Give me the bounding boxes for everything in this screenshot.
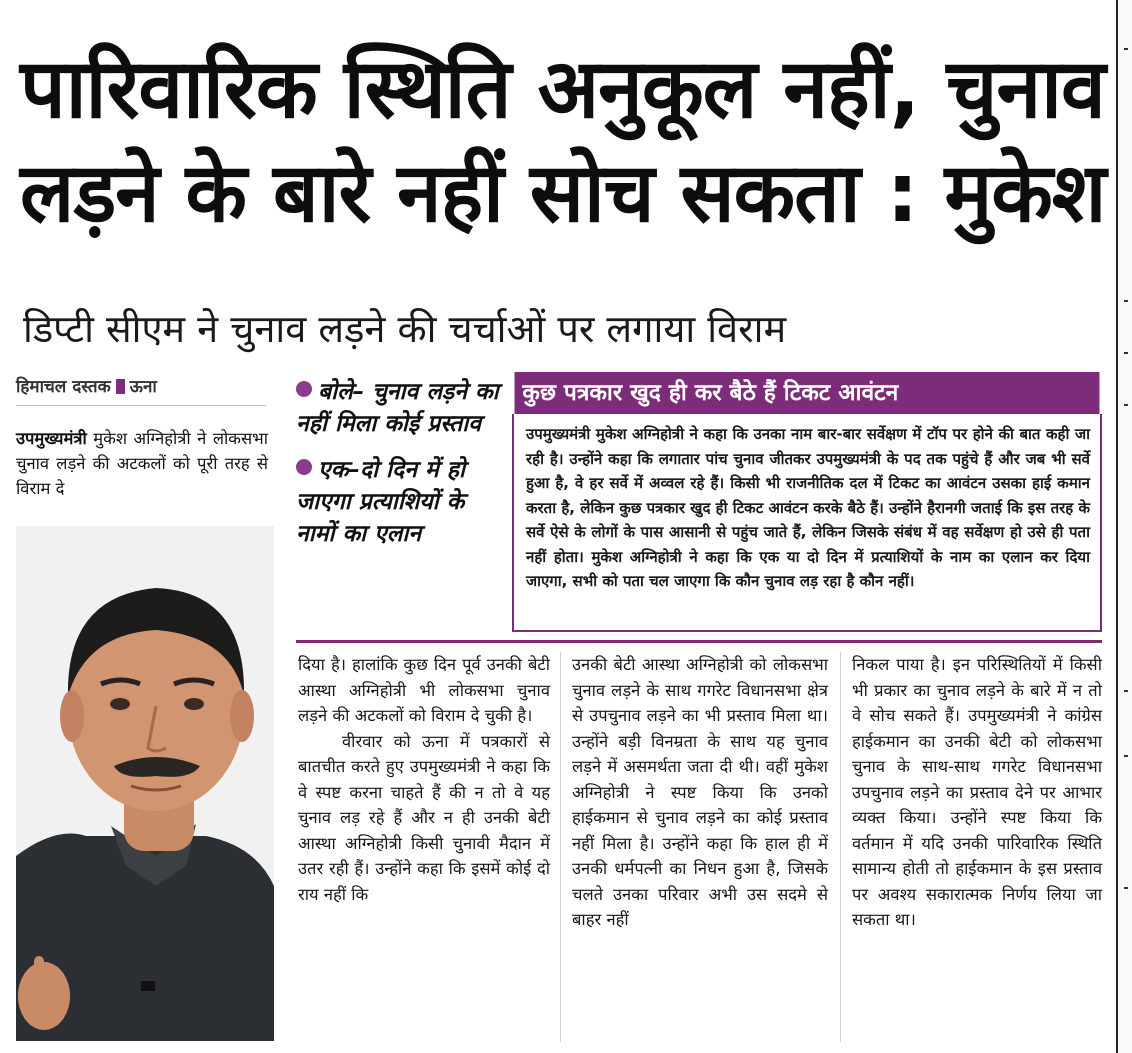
- column-separator: [840, 652, 841, 1042]
- byline-source: हिमाचल दस्तक: [16, 377, 111, 397]
- byline-separator: [116, 379, 125, 394]
- edge-tick: [1124, 352, 1128, 354]
- box-lead: उपमुख्यमंत्री: [526, 425, 591, 443]
- article-column-1: [298, 652, 550, 907]
- article-column-2: [572, 652, 828, 933]
- portrait-illustration: [16, 526, 274, 1041]
- edge-tick: [1124, 48, 1128, 50]
- highlight-text: बोले– चुनाव लड़ने का नहीं मिला कोई प्रस्ताव: [296, 379, 499, 437]
- column-paragraph: दिया है। हालांकि कुछ दिन पूर्व उनकी बेटी आस्था अग्निहोत्री भी लोकसभा चुनाव लड़ने की अटकलों को विराम दे चुकी है।: [298, 655, 550, 725]
- intro-text: मुकेश अग्निहोत्री ने लोकसभा चुनाव लड़ने की अटकलों को पूरी तरह से विराम दे: [16, 429, 268, 498]
- byline: [16, 372, 266, 406]
- sidebar-box-title: कुछ पत्रकार खुद ही कर बैठे हैं टिकट आवंटन: [515, 372, 1100, 414]
- edge-tick: [1124, 887, 1128, 889]
- box-text: मुकेश अग्निहोत्री ने कहा कि उनका नाम बार-बार सर्वेक्षण में टॉप पर होने की बात कही जा रही है। उन्होंने कहा कि लगातार पांच चुनाव जीतकर उपमुख्यमंत्री के पद तक पहुंचे हैं और जब भी सर्वे हुआ है, वे हर सर्वे में अव्वल रहे हैं। किसी भी राजनीतिक दल में टिकट का आवंटन उसका हाई कमान करता है, लेकिन कुछ पत्रकार खुद ही टिकट आवंटन करके बैठे हैं। उन्होंने हैरानगी जताई कि इस तरह के सर्वे ऐसे के लोगों के पास आसानी से पहुंच जाते हैं, लेकिन जिसके संबंध में वह सर्वेक्षण हो उसे ही पता नहीं होता। मुकेश अग्निहोत्री ने कहा कि एक या दो दिन में प्रत्याशियों के नाम का एलान कर दिया जाएगा, सभी को पता चल जाएगा कि कौन चुनाव लड़ रहा है कौन नहीं।: [526, 425, 1090, 590]
- headline-line-2: लड़ने के बारे नहीं सोच सकता : मुकेश: [20, 146, 1106, 241]
- edge-tick: [1124, 300, 1128, 302]
- highlight-item: [296, 376, 506, 440]
- headline-line-1: पारिवारिक स्थिति अनुकूल नहीं, चुनाव: [20, 42, 1105, 137]
- column-paragraph: उनकी बेटी आस्था अग्निहोत्री को लोकसभा चुनाव लड़ने के साथ गगरेट विधानसभा क्षेत्र से उपचुनाव लड़ने का भी प्रस्ताव मिला था। उन्होंने बड़ी विनम्रता के साथ यह चुनाव लड़ने में असमर्थता जता दी थी। वहीं मुकेश अग्निहोत्री ने स्पष्ट किया कि उनको हाईकमान से चुनाव लड़ने का कोई प्रस्ताव नहीं मिला है। उन्होंने कहा कि हाल ही में उनकी धर्मपत्नी का निधन हुआ है, जिसके चलते उनका परिवार अभी उस सदमे से बाहर नहीं: [572, 655, 828, 929]
- highlights: [296, 376, 506, 564]
- article-column-3: [852, 652, 1102, 933]
- section-divider: [296, 640, 1102, 643]
- bullet-dot-icon: [296, 381, 312, 397]
- edge-tick: [1124, 404, 1128, 406]
- headline: [20, 38, 1112, 246]
- edge-tick: [1124, 690, 1128, 692]
- column-paragraph: वीरवार को ऊना में पत्रकारों से बातचीत करते हुए उपमुख्यमंत्री ने कहा कि वे स्पष्ट करना चाहते हैं की न तो वे यह चुनाव लड़ रहे हैं और न ही उनकी बेटी आस्था अग्निहोत्री किसी चुनावी मैदान में उतर रही हैं। उन्होंने कहा कि इसमें कोई दो राय नहीं कि: [298, 731, 550, 904]
- intro-paragraph: [16, 426, 268, 501]
- column-separator: [560, 652, 561, 1042]
- byline-place: ऊना: [129, 377, 157, 397]
- intro-lead: उपमुख्यमंत्री: [16, 429, 87, 448]
- sidebar-box: [512, 414, 1102, 632]
- highlight-item: [296, 454, 506, 550]
- adjacent-page-edge: [1118, 0, 1132, 1053]
- subheadline: डिप्टी सीएम ने चुनाव लड़ने की चर्चाओं पर लगाया विराम: [23, 307, 787, 351]
- edge-tick: [1124, 755, 1128, 757]
- bullet-dot-icon: [296, 459, 312, 475]
- highlight-text: एक–दो दिन में हो जाएगा प्रत्याशियों के नामों का एलान: [296, 457, 465, 547]
- column-paragraph: निकल पाया है। इन परिस्थितियों में किसी भी प्रकार का चुनाव लड़ने के बारे में न तो वे सोच सकते हैं। उपमुख्यमंत्री ने कांग्रेस हाईकमान का उनकी बेटी को लोकसभा चुनाव के साथ-साथ गगरेट विधानसभा उपचुनाव लड़ने का प्रस्ताव देने पर आभार व्यक्त किया। उन्होंने स्पष्ट किया कि वर्तमान में यदि उनकी पारिवारिक स्थिति सामान्य होती तो हाईकमान के इस प्रस्ताव पर अवश्य सकारात्मक निर्णय लिया जा सकता था।: [852, 655, 1102, 929]
- news-photo: [16, 526, 274, 1041]
